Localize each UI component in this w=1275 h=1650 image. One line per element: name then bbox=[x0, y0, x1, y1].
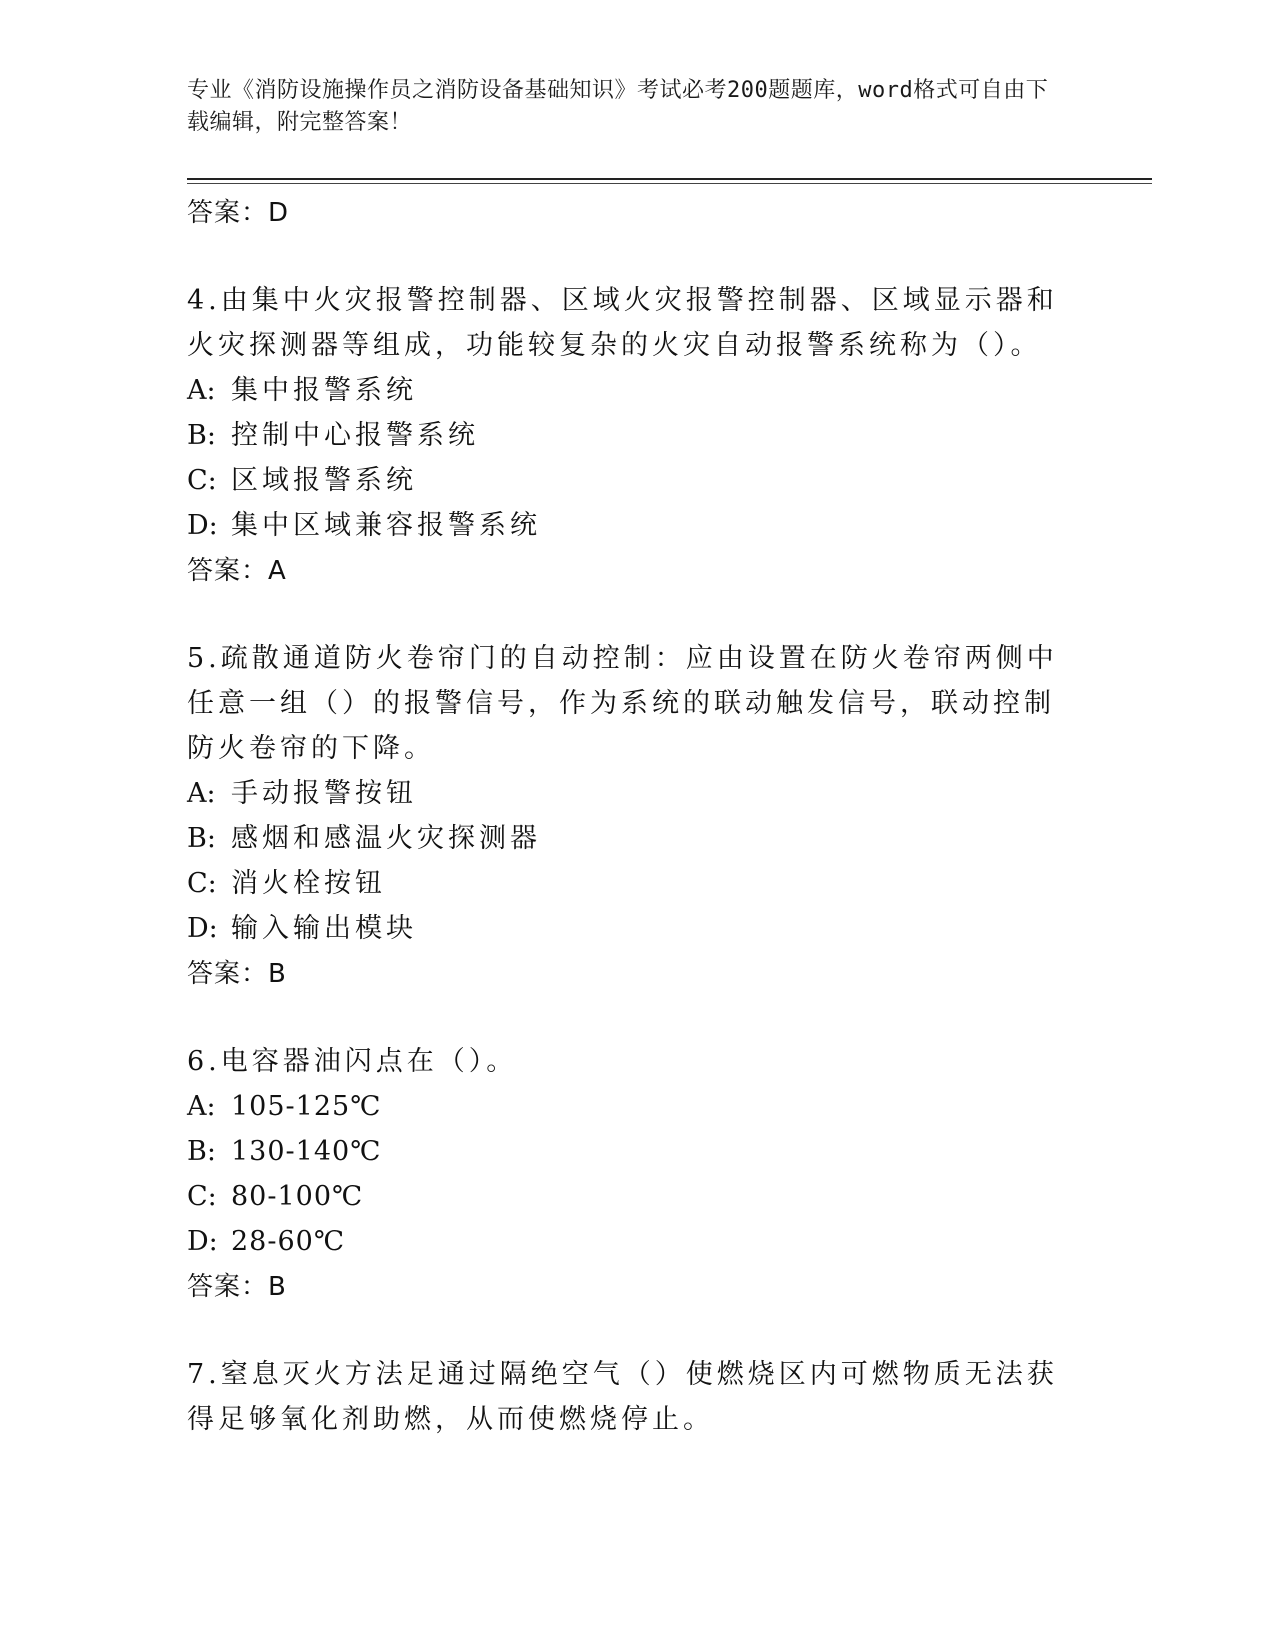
option-key: B: bbox=[187, 1136, 216, 1167]
q5-option-c bbox=[187, 861, 1067, 906]
option-key: B: bbox=[187, 823, 216, 854]
q6-option-c bbox=[187, 1174, 1067, 1219]
option-text: 感烟和感温火灾探测器 bbox=[231, 823, 541, 854]
q5-option-a bbox=[187, 771, 1067, 816]
q4-option-c bbox=[187, 458, 1067, 503]
q5-option-b bbox=[187, 816, 1067, 861]
option-text: 105-125℃ bbox=[231, 1091, 382, 1122]
question-7: 7.窒息灭火方法足通过隔绝空气（）使燃烧区内可燃物质无法获得足够氧化剂助燃，从而使燃烧停止。 bbox=[187, 1359, 1058, 1435]
option-key: D: bbox=[187, 1226, 218, 1257]
option-text: 手动报警按钮 bbox=[231, 778, 417, 809]
option-key: C: bbox=[187, 868, 217, 899]
answer-q6: 答案：B bbox=[187, 1272, 287, 1302]
q6-option-b bbox=[187, 1129, 1067, 1174]
header-divider-thin bbox=[187, 183, 1152, 184]
option-key: C: bbox=[187, 465, 217, 496]
question-4: 4.由集中火灾报警控制器、区域火灾报警控制器、区域显示器和火灾探测器等组成，功能较复杂的火灾自动报警系统称为（）。 bbox=[187, 285, 1058, 361]
question-6: 6.电容器油闪点在（）。 bbox=[187, 1046, 518, 1077]
option-key: C: bbox=[187, 1181, 217, 1212]
answer-q3: 答案：D bbox=[187, 198, 290, 228]
q6-option-d bbox=[187, 1219, 1067, 1264]
option-text: 80-100℃ bbox=[231, 1181, 364, 1212]
option-key: B: bbox=[187, 420, 216, 451]
answer-q4: 答案：A bbox=[187, 556, 287, 586]
option-text: 集中区域兼容报警系统 bbox=[231, 510, 541, 541]
option-text: 控制中心报警系统 bbox=[231, 420, 479, 451]
q6-option-a bbox=[187, 1084, 1067, 1129]
q4-option-d bbox=[187, 503, 1067, 548]
option-text: 28-60℃ bbox=[231, 1226, 346, 1257]
option-text: 输入输出模块 bbox=[231, 913, 417, 944]
q4-option-b bbox=[187, 413, 1067, 458]
option-text: 消火栓按钮 bbox=[231, 868, 386, 899]
option-text: 130-140℃ bbox=[231, 1136, 382, 1167]
option-key: D: bbox=[187, 913, 218, 944]
option-key: A: bbox=[187, 778, 216, 809]
header-divider bbox=[187, 178, 1152, 180]
q4-option-a bbox=[187, 368, 1067, 413]
option-text: 区域报警系统 bbox=[231, 465, 417, 496]
option-key: A: bbox=[187, 1091, 216, 1122]
option-key: A: bbox=[187, 375, 216, 406]
answer-q5: 答案：B bbox=[187, 959, 287, 989]
q5-option-d bbox=[187, 906, 1067, 951]
document-body bbox=[187, 190, 1067, 1442]
option-key: D: bbox=[187, 510, 218, 541]
option-text: 集中报警系统 bbox=[231, 375, 417, 406]
page-header: 专业《消防设施操作员之消防设备基础知识》考试必考200题题库，word格式可自由下载编辑，附完整答案！ bbox=[187, 78, 1049, 135]
question-5: 5.疏散通道防火卷帘门的自动控制：应由设置在防火卷帘两侧中任意一组（）的报警信号，作为系统的联动触发信号，联动控制防火卷帘的下降。 bbox=[187, 643, 1058, 764]
